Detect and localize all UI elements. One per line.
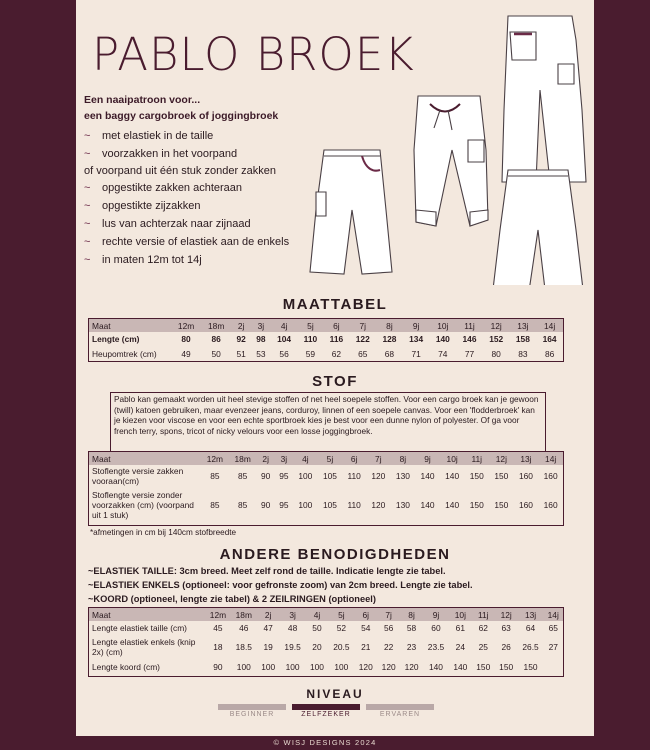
feature-item: [84, 148, 237, 160]
table-cell: 164: [542, 334, 557, 344]
table-cell: 59: [305, 348, 316, 359]
table-cell: 158: [515, 334, 530, 344]
table-cell: 83: [518, 348, 528, 359]
row-label: Stoflengte versie zakken vooraan(cm): [92, 466, 184, 486]
feature-item: [84, 182, 242, 194]
feature-text: voorzakken in het voorpand: [102, 148, 238, 160]
table-header-cell: 13j: [514, 452, 539, 465]
table-cell: 140: [420, 471, 435, 481]
table-row: [89, 659, 563, 674]
table-header-cell: 10j: [449, 608, 472, 621]
table-header-cell: 8j: [391, 452, 416, 465]
table-cell: 50: [312, 623, 322, 633]
stof-heading: STOF: [312, 373, 358, 390]
supply-line: ~KOORD (optioneel, lengte zie tabel) & 2 ZEILRINGEN (optioneel): [88, 594, 376, 604]
level-bar-beginner: [218, 704, 286, 710]
table-cell: 105: [322, 471, 337, 481]
table-cell: 18.5: [235, 642, 252, 652]
table-cell: 140: [420, 500, 435, 510]
table-cell: 150: [476, 661, 491, 672]
table-header-cell: 2j: [257, 608, 280, 621]
table-cell: 92: [236, 334, 246, 344]
table-cell: 68: [384, 348, 395, 359]
table-header-cell: Maat: [89, 608, 205, 621]
table-header-cell: 6j: [323, 319, 349, 332]
stof-note: *afmetingen in cm bij 140cm stofbreedte: [90, 528, 237, 537]
table-header-cell: 12j: [489, 452, 514, 465]
table-cell: 120: [404, 661, 419, 672]
supply-line: ~ELASTIEK ENKELS (optioneel: voor gefronste zoom) van 2cm breed. Lengte zie tabel.: [88, 580, 473, 590]
intro-line-1: Een naaipatroon voor...: [84, 94, 201, 106]
table-cell: 160: [543, 471, 558, 481]
table-cell: 26: [501, 642, 511, 652]
table-cell: 116: [329, 334, 344, 344]
table-cell: 46: [239, 623, 249, 633]
table-cell: 100: [285, 661, 300, 672]
table-header-cell: 10j: [429, 319, 456, 332]
table-header-cell: 12m: [205, 608, 231, 621]
level-bar-ervaren: [366, 704, 434, 710]
tilde-bullet-icon: ~: [84, 218, 91, 230]
table-header-cell: 18m: [231, 608, 257, 621]
table-header-cell: 4j: [306, 608, 329, 621]
table-header-cell: 18m: [201, 319, 231, 332]
table-cell: 110: [347, 471, 361, 481]
table-cell: 53: [256, 348, 266, 359]
level-label-beginner: BEGINNER: [229, 711, 275, 718]
table-cell: 19: [263, 642, 273, 652]
table-cell: 134: [409, 334, 424, 344]
tilde-bullet-icon: ~: [84, 254, 91, 266]
copyright-footer: © WISJ DESIGNS 2024: [273, 738, 377, 747]
table-header-cell: 7j: [377, 608, 400, 621]
table-header-cell: 6j: [342, 452, 366, 465]
table-header-cell: 12j: [495, 608, 518, 621]
table-cell: 160: [543, 500, 558, 510]
table-cell: 51: [236, 348, 246, 359]
page-title: PABLO BROEK: [92, 28, 415, 81]
table-cell: 58: [406, 623, 417, 633]
row-label: Lengte (cm): [92, 334, 140, 344]
table-cell: 52: [336, 623, 347, 633]
table-cell: 63: [501, 623, 511, 633]
table-cell: 62: [478, 623, 488, 633]
table-cell: 104: [277, 334, 292, 344]
table-cell: 22: [383, 642, 394, 652]
table-cell: 85: [238, 471, 248, 481]
feature-item: [84, 130, 213, 142]
table-header-cell: 11j: [464, 452, 489, 465]
table-cell: 65: [358, 348, 368, 359]
table-cell: 60: [431, 623, 441, 633]
tilde-bullet-icon: ~: [84, 236, 91, 248]
table-cell: 120: [371, 500, 386, 510]
table-row: [89, 635, 563, 659]
table-cell: 100: [236, 661, 251, 672]
table-header-cell: 14j: [543, 608, 563, 621]
stof-description: Pablo kan gemaakt worden uit heel stevige stoffen of net heel soepele stoffen. Voor een cargo broek kan je gewoon (twill) katoen gebruiken, maar evenzeer jeans, corduroy, linnen of een soepele canvas. Voor een 'flodderbroek' kan je kiezen voor viscose en voor een echte sportbroek kies je best voor een dunne nylon of polyester. Of ga voor french terry, spons, tricot of nicky velours voor een losse joggingbroek.: [110, 392, 546, 458]
table-cell: 45: [213, 623, 223, 633]
table-cell: 100: [298, 471, 313, 481]
table-cell: 120: [381, 661, 396, 672]
table-cell: 122: [355, 334, 370, 344]
table-cell: 150: [469, 471, 484, 481]
table-cell: 21: [361, 642, 371, 652]
table-cell: 130: [395, 471, 410, 481]
table-cell: 100: [298, 500, 313, 510]
table-cell: 100: [334, 661, 349, 672]
table-cell: 56: [383, 623, 394, 633]
table-cell: 85: [210, 500, 220, 510]
row-label: Heupomtrek (cm): [92, 348, 157, 359]
table-cell: 90: [261, 500, 271, 510]
table-cell: 23.5: [427, 642, 445, 652]
level-bar-zelfzeker: [292, 704, 360, 710]
maattabel-table: [89, 319, 563, 361]
table-row: [89, 487, 563, 523]
table-cell: 23: [406, 642, 417, 652]
table-cell: 160: [518, 471, 533, 481]
table-cell: 140: [445, 500, 460, 510]
table-cell: 48: [287, 623, 298, 633]
table-cell: 74: [438, 348, 448, 359]
table-header-cell: 9j: [403, 319, 430, 332]
table-cell: 150: [523, 661, 538, 672]
andere-heading: ANDERE BENODIGDHEDEN: [219, 546, 451, 563]
table-header-cell: 2j: [257, 452, 275, 465]
table-cell: 20.5: [333, 642, 350, 652]
table-cell: 150: [469, 500, 484, 510]
feature-item: [84, 254, 202, 266]
table-row: [89, 332, 563, 346]
table-cell: 130: [395, 500, 410, 510]
tilde-bullet-icon: ~: [84, 200, 91, 212]
table-cell: 105: [322, 500, 337, 510]
table-header-cell: 8j: [376, 319, 403, 332]
feature-item: [84, 236, 289, 248]
table-cell: 160: [518, 500, 533, 510]
table-row: [89, 621, 563, 635]
feature-text: in maten 12m tot 14j: [102, 254, 202, 266]
table-cell: 100: [309, 661, 324, 672]
table-cell: 86: [544, 348, 555, 359]
table-header-cell: 12j: [483, 319, 510, 332]
level-label-zelfzeker: ZELFZEKER: [301, 711, 351, 718]
table-header-cell: 7j: [349, 319, 376, 332]
table-cell: 71: [411, 348, 421, 359]
table-header-cell: 11j: [456, 319, 483, 332]
table-cell: 146: [462, 334, 477, 344]
table-cell: 61: [455, 623, 465, 633]
table-header-cell: 11j: [472, 608, 495, 621]
table-header-cell: 10j: [440, 452, 465, 465]
table-header-cell: 13j: [518, 608, 544, 621]
feature-text: of voorpand uit één stuk zonder zakken: [84, 165, 277, 177]
table-header-cell: 9j: [423, 608, 449, 621]
table-cell: 90: [261, 471, 271, 481]
garment-illustrations: [300, 10, 600, 285]
andere-table: [89, 608, 563, 674]
table-cell: 50: [211, 348, 221, 359]
table-header-row: [89, 319, 563, 332]
table-cell: 49: [181, 348, 191, 359]
feature-text: opgestikte zakken achteraan: [102, 182, 243, 194]
table-cell: 47: [263, 623, 273, 633]
feature-item: [84, 218, 251, 230]
table-cell: 100: [261, 661, 276, 672]
table-header-cell: 12m: [171, 319, 201, 332]
table-cell: 98: [256, 334, 266, 344]
table-cell: 140: [445, 471, 460, 481]
supply-line: ~ELASTIEK TAILLE: 3cm breed. Meet zelf rond de taille. Indicatie lengte zie tabel.: [88, 566, 446, 576]
table-header-cell: 2j: [231, 319, 251, 332]
feature-item: [84, 165, 276, 177]
table-cell: 18: [213, 642, 223, 652]
table-header-cell: 9j: [415, 452, 440, 465]
table-cell: 64: [525, 623, 536, 633]
table-cell: 85: [210, 471, 220, 481]
table-cell: 26.5: [522, 642, 539, 652]
table-header-cell: 13j: [510, 319, 537, 332]
table-header-cell: 5j: [297, 319, 323, 332]
table-header-cell: Maat: [89, 452, 201, 465]
table-cell: 80: [181, 334, 191, 344]
table-cell: 54: [361, 623, 371, 633]
row-label: Stoflengte versie zonder voorzakken (cm) (voorpand uit 1 stuk): [92, 490, 194, 520]
table-cell: 24: [455, 642, 465, 652]
tilde-bullet-icon: ~: [84, 130, 91, 142]
table-cell: 95: [279, 471, 289, 481]
table-cell: 120: [358, 661, 373, 672]
feature-text: met elastiek in de taille: [102, 130, 214, 142]
table-header-cell: 3j: [275, 452, 293, 465]
table-cell: 140: [453, 661, 468, 672]
stof-table: [89, 452, 563, 523]
table-cell: 20: [312, 642, 322, 652]
row-label: Lengte elastiek taille (cm): [92, 623, 187, 633]
table-header-cell: 4j: [271, 319, 298, 332]
level-label-ervaren: ERVAREN: [379, 711, 421, 718]
table-row: [89, 465, 563, 487]
feature-text: opgestikte zijzakken: [102, 200, 201, 212]
niveau-heading: NIVEAU: [306, 687, 364, 701]
maattabel-heading: MAATTABEL: [282, 296, 388, 313]
table-header-cell: 14j: [538, 452, 563, 465]
table-cell: 80: [491, 348, 501, 359]
table-header-row: [89, 452, 563, 465]
table-cell: 95: [279, 500, 289, 510]
feature-item: [84, 200, 200, 212]
table-cell: 110: [303, 334, 318, 344]
table-cell: 140: [428, 661, 443, 672]
table-cell: 65: [548, 623, 558, 633]
row-label: Lengte elastiek enkels (knip 2x) (cm): [92, 637, 196, 657]
table-header-cell: 18m: [229, 452, 257, 465]
tilde-bullet-icon: ~: [84, 182, 91, 194]
intro-line-2: een baggy cargobroek of joggingbroek: [84, 110, 279, 122]
table-cell: 152: [489, 334, 504, 344]
table-cell: 110: [347, 500, 361, 510]
table-cell: 77: [464, 348, 475, 359]
table-cell: 62: [331, 348, 342, 359]
table-header-cell: 3j: [251, 319, 271, 332]
table-header-row: [89, 608, 563, 621]
table-cell: 25: [478, 642, 488, 652]
table-cell: 56: [279, 348, 289, 359]
table-header-cell: Maat: [89, 319, 171, 332]
table-cell: 85: [238, 500, 248, 510]
feature-text: lus van achterzak naar zijnaad: [102, 218, 251, 230]
table-cell: 150: [494, 500, 509, 510]
table-row: [89, 346, 563, 361]
table-header-cell: 7j: [366, 452, 391, 465]
table-header-cell: 6j: [354, 608, 377, 621]
feature-text: rechte versie of elastiek aan de enkels: [102, 236, 290, 248]
table-cell: 120: [371, 471, 386, 481]
table-cell: 90: [213, 661, 223, 672]
table-cell: 19.5: [284, 642, 301, 652]
table-cell: 140: [435, 334, 450, 344]
table-cell: 27: [548, 642, 558, 652]
table-cell: 150: [499, 661, 514, 672]
row-label: Lengte koord (cm): [92, 661, 160, 672]
table-header-cell: 14j: [536, 319, 563, 332]
tilde-bullet-icon: ~: [84, 148, 91, 160]
table-header-cell: 12m: [201, 452, 229, 465]
table-cell: 86: [211, 334, 221, 344]
table-header-cell: 8j: [400, 608, 423, 621]
table-header-cell: 3j: [280, 608, 306, 621]
table-cell: 128: [382, 334, 397, 344]
table-header-cell: 4j: [293, 452, 318, 465]
table-header-cell: 5j: [328, 608, 354, 621]
table-cell: 150: [494, 471, 509, 481]
table-header-cell: 5j: [318, 452, 343, 465]
